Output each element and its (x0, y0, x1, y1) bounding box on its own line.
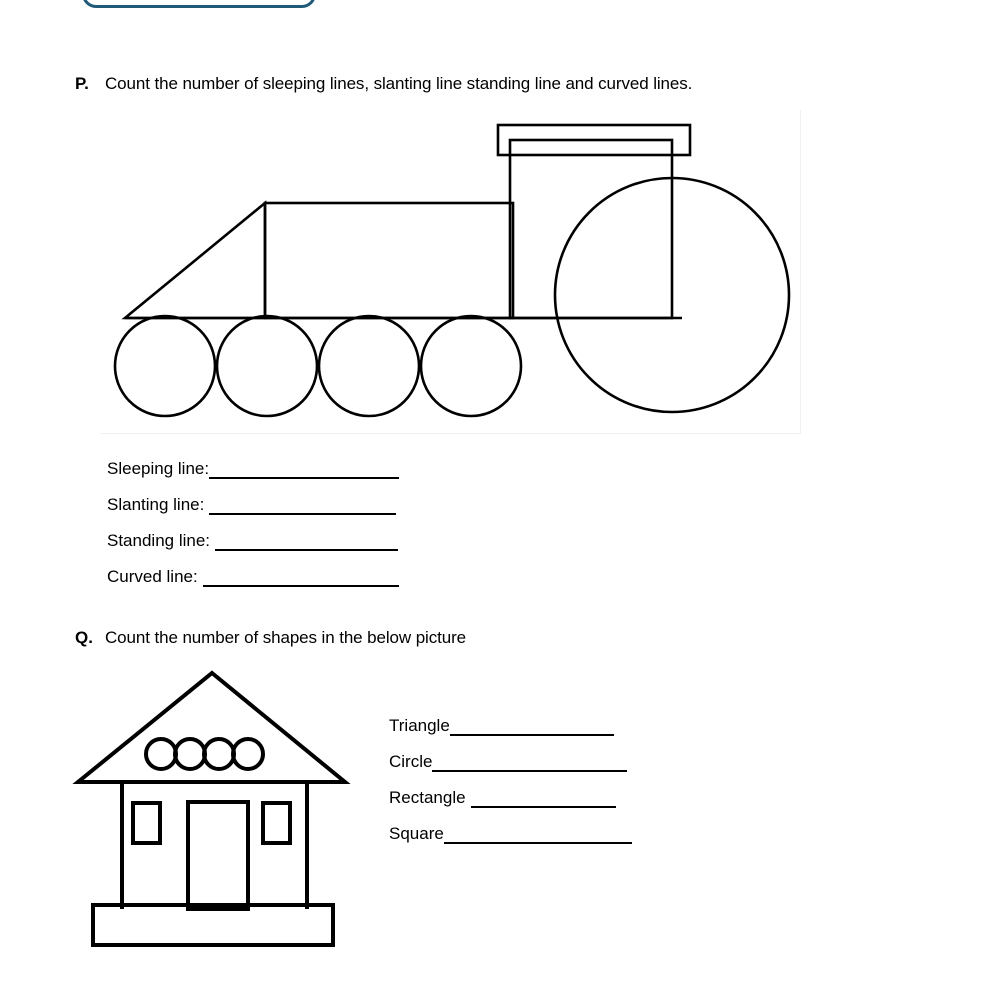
house-roof-circle (204, 739, 234, 769)
blank-label-circle: Circle (389, 752, 433, 771)
question-p-text: Count the number of sleeping lines, slanting line standing line and curved lines. (105, 74, 693, 93)
question-p (75, 74, 692, 94)
blank-label-slanting-line: Slanting line: (107, 495, 205, 514)
train-wheel-circle (319, 316, 419, 416)
house-figure (70, 660, 360, 960)
question-q-text: Count the number of shapes in the below picture (105, 628, 467, 647)
blank-label-triangle: Triangle (389, 716, 450, 735)
blank-rule-circle[interactable] (432, 756, 627, 772)
shape-answers-list (389, 700, 632, 844)
blank-row-circle (389, 736, 632, 772)
train-line-drawing (100, 110, 801, 434)
blank-label-sleeping-line: Sleeping line: (107, 459, 210, 478)
blank-rule-standing-line[interactable] (215, 535, 398, 551)
blank-rule-rectangle[interactable] (471, 792, 616, 808)
train-figure (100, 110, 801, 434)
house-roof-circle (146, 739, 176, 769)
house-door-rectangle (188, 802, 248, 909)
blank-rule-square[interactable] (444, 828, 632, 844)
blank-label-curved-line: Curved line: (107, 567, 198, 586)
blank-row-slanting-line (107, 479, 399, 515)
train-front-triangle (125, 203, 265, 318)
house-line-drawing (70, 660, 360, 960)
blank-label-rectangle: Rectangle (389, 788, 466, 807)
train-body-rectangle (265, 203, 513, 318)
house-window-left-rectangle (133, 803, 160, 843)
blank-rule-curved-line[interactable] (203, 571, 399, 587)
question-q (75, 628, 466, 648)
blank-row-rectangle (389, 772, 632, 808)
house-roof-circle (233, 739, 263, 769)
house-window-right-rectangle (263, 803, 290, 843)
train-cabin-rectangle (510, 140, 672, 318)
question-q-letter: Q. (75, 628, 93, 647)
train-wheel-circle (217, 316, 317, 416)
blank-rule-triangle[interactable] (450, 720, 614, 736)
blank-rule-sleeping-line[interactable] (209, 463, 399, 479)
blank-label-square: Square (389, 824, 444, 843)
house-roof-circle (175, 739, 205, 769)
blank-row-standing-line (107, 515, 399, 551)
blank-row-square (389, 808, 632, 844)
question-p-letter: P. (75, 74, 89, 93)
train-wheel-circle (421, 316, 521, 416)
blank-row-sleeping-line (107, 443, 399, 479)
blank-label-standing-line: Standing line: (107, 531, 211, 550)
top-banner-box (82, 0, 316, 8)
line-answers-list (107, 443, 399, 587)
blank-row-curved-line (107, 551, 399, 587)
blank-row-triangle (389, 700, 632, 736)
blank-rule-slanting-line[interactable] (209, 499, 396, 515)
train-wheel-circle (115, 316, 215, 416)
